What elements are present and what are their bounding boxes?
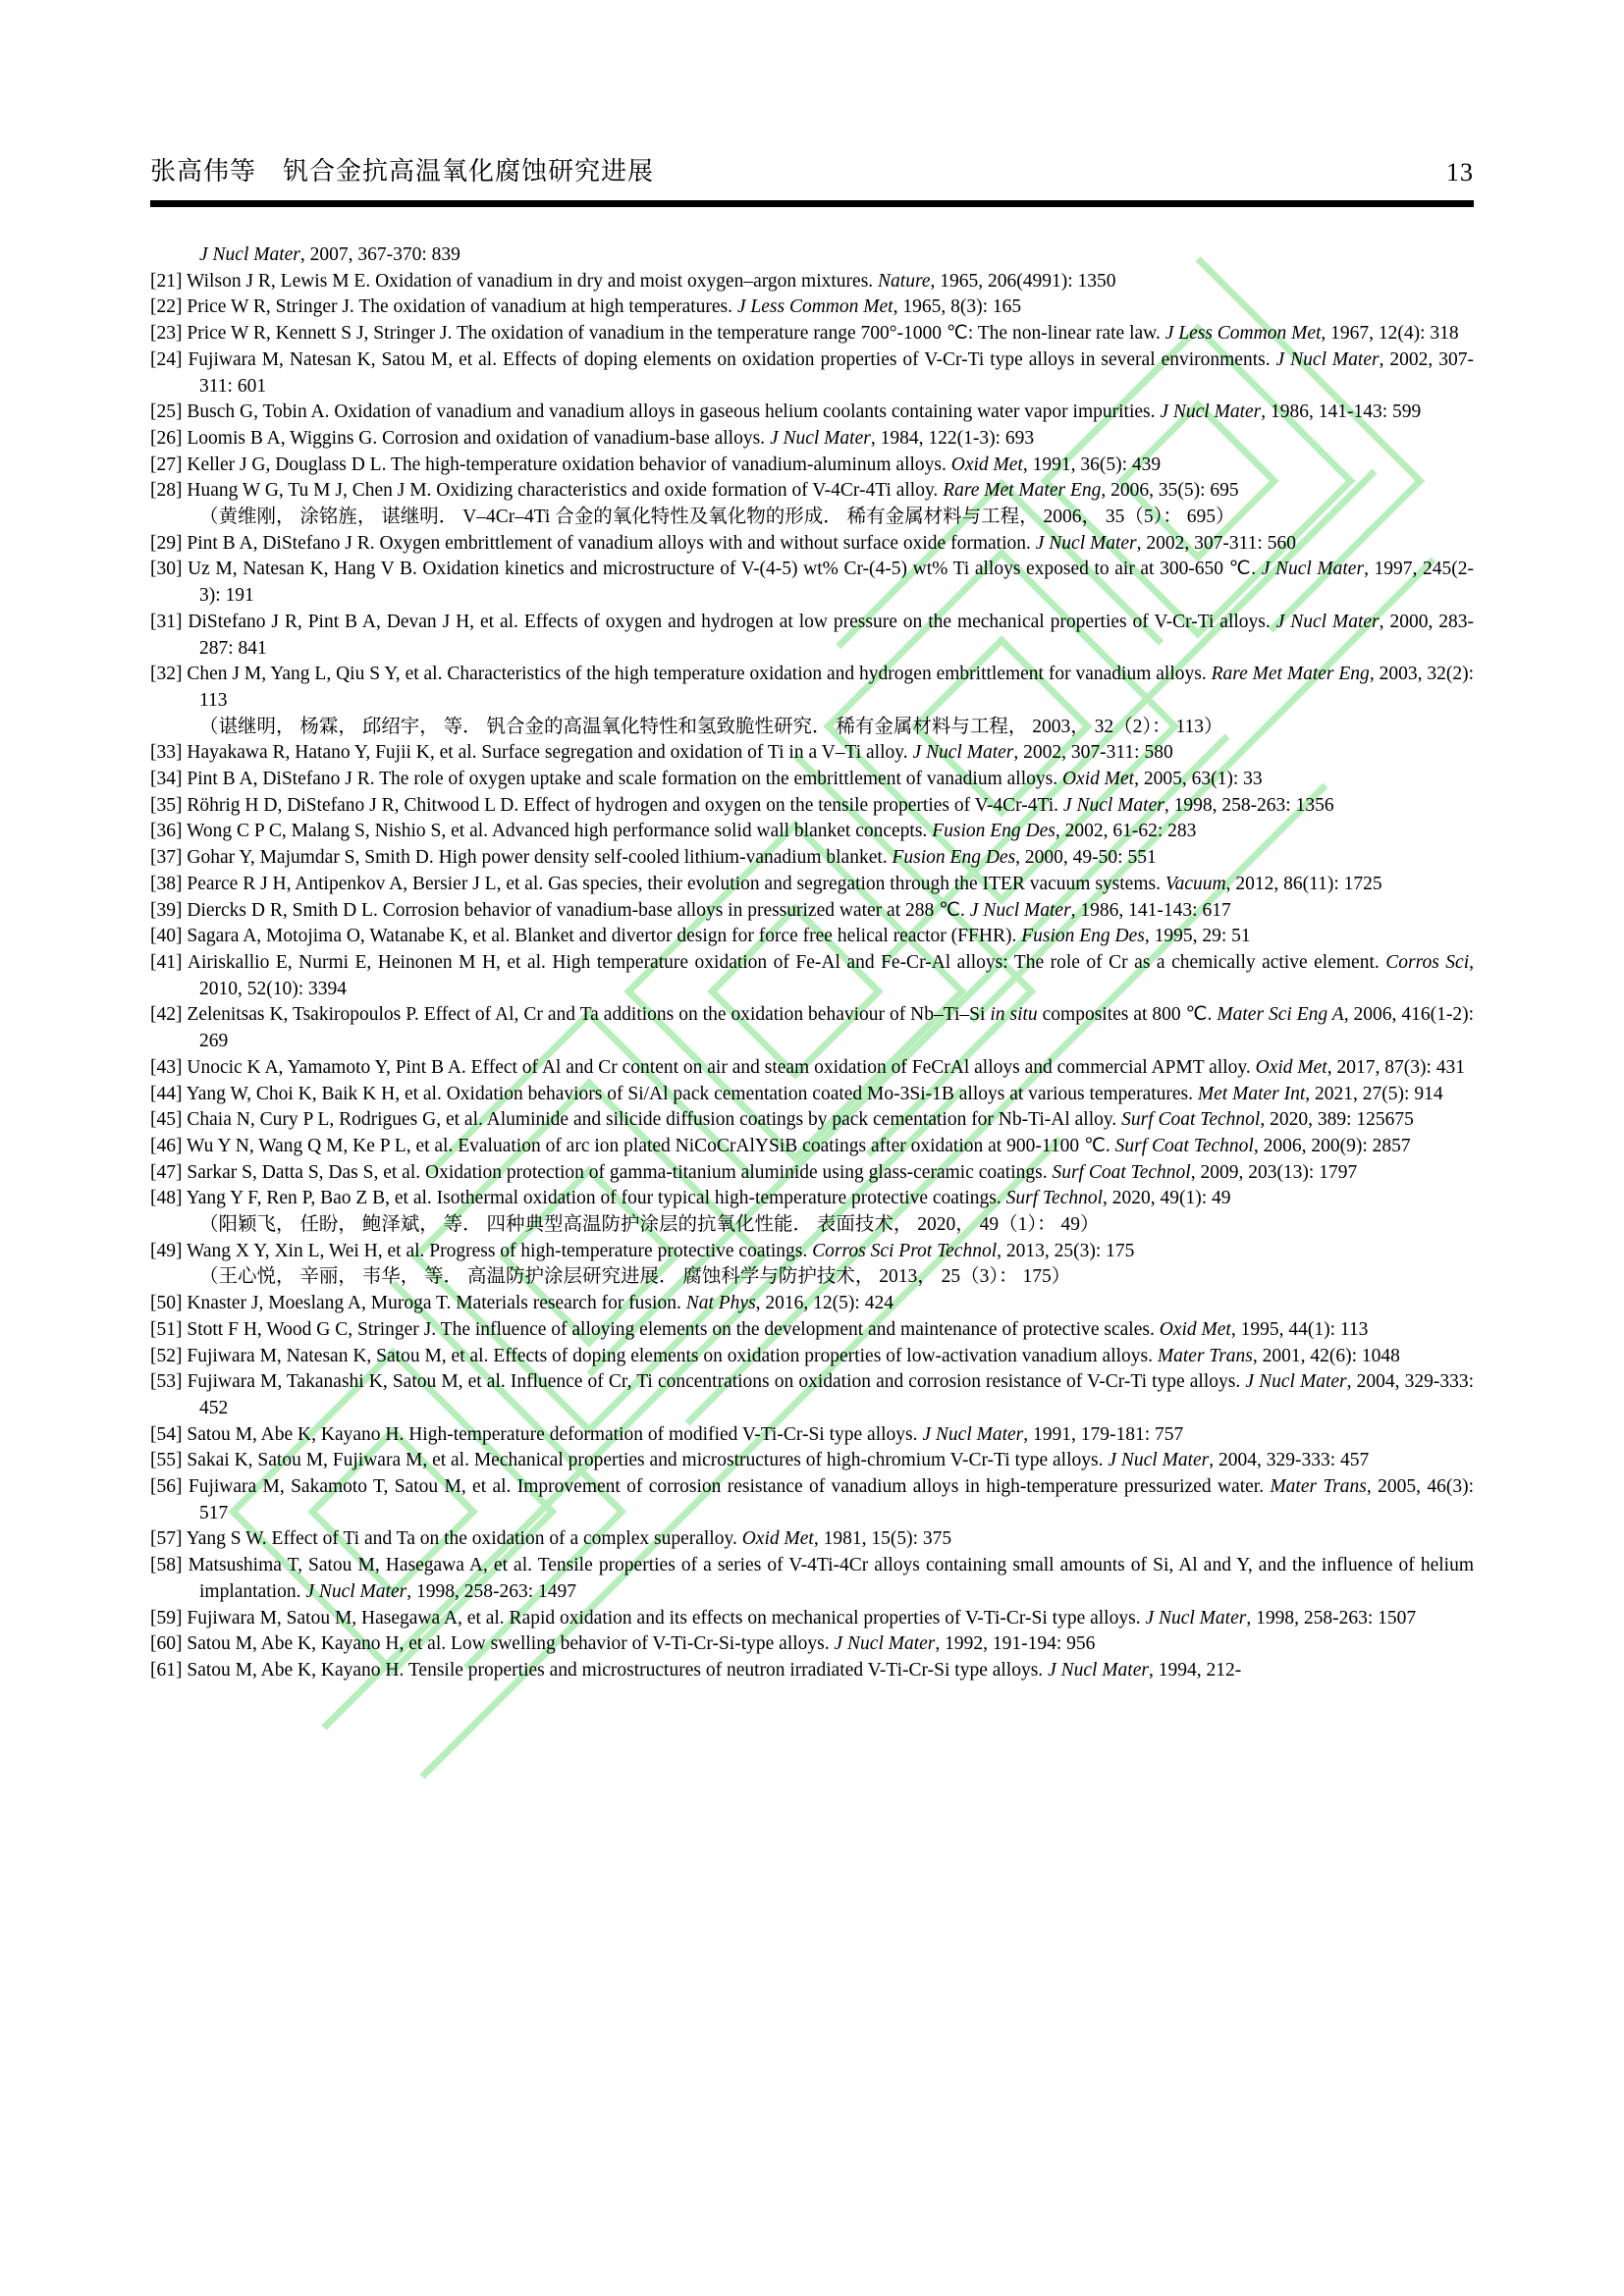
reference-item <box>150 1134 1474 1160</box>
reference-item <box>150 242 1474 269</box>
reference-item <box>150 426 1474 453</box>
reference-item <box>150 1422 1474 1449</box>
reference-text: [28] Huang W G, Tu M J, Chen J M. Oxidizing characteristics and oxide formation of V-4Cr-4Ti alloy. Rare Met Mater Eng, 2006, 35(5): 695 <box>150 480 1239 502</box>
reference-number: [58] <box>150 1555 189 1576</box>
reference-item <box>150 872 1474 898</box>
reference-text: [36] Wong C P C, Malang S, Nishio S, et al. Advanced high performance solid wall blanket concepts. Fusion Eng Des, 2002, 61-62: 283 <box>150 821 1197 842</box>
reference-text: J Nucl Mater, 2007, 367-370: 839 <box>199 244 460 265</box>
reference-text: [52] Fujiwara M, Natesan K, Satou M, et al. Effects of doping elements on oxidation properties of low-activation vanadium alloys. Mater Trans, 2001, 42(6): 1048 <box>150 1345 1400 1366</box>
reference-text: [38] Pearce R J H, Antipenkov A, Bersier J L, et al. Gas species, their evolution and segregation through the ITER vacuum systems. Vacuum, 2012, 86(11): 1725 <box>150 873 1382 894</box>
reference-item <box>150 1291 1474 1317</box>
reference-text: [37] Gohar Y, Majumdar S, Smith D. High power density self-cooled lithium-vanadium blanket. Fusion Eng Des, 2000, 49-50: 551 <box>150 847 1157 869</box>
reference-item <box>150 950 1474 1002</box>
reference-number: [56] <box>150 1476 189 1498</box>
reference-item <box>150 767 1474 793</box>
reference-item <box>150 1448 1474 1474</box>
reference-item <box>150 1658 1474 1684</box>
reference-number: [36] <box>150 821 188 842</box>
reference-item <box>150 610 1474 662</box>
page-header <box>150 151 1474 187</box>
reference-item <box>150 1553 1474 1605</box>
reference-item <box>150 1474 1474 1526</box>
reference-item <box>150 269 1474 295</box>
reference-item <box>150 1239 1474 1291</box>
reference-number: [33] <box>150 742 188 764</box>
reference-number: [25] <box>150 401 188 423</box>
reference-number: [52] <box>150 1345 188 1366</box>
reference-number: [21] <box>150 270 188 292</box>
reference-number: [24] <box>150 348 189 370</box>
reference-item <box>150 740 1474 767</box>
reference-item <box>150 1317 1474 1344</box>
reference-text: [26] Loomis B A, Wiggins G. Corrosion and oxidation of vanadium-base alloys. J Nucl Mater, 1984, 122(1-3): 693 <box>150 427 1035 449</box>
reference-item <box>150 478 1474 530</box>
reference-number: [57] <box>150 1528 187 1550</box>
reference-text: [35] Röhrig H D, DiStefano J R, Chitwood L D. Effect of hydrogen and oxygen on the tensile properties of V-4Cr-4Ti. J Nucl Mater, 1998, 258-263: 1356 <box>150 794 1334 816</box>
reference-number: [32] <box>150 664 188 685</box>
reference-number: [34] <box>150 769 188 790</box>
reference-item <box>150 1055 1474 1082</box>
reference-number: [27] <box>150 454 188 475</box>
reference-number: [51] <box>150 1318 188 1340</box>
reference-list <box>150 242 1474 1684</box>
page-number: 13 <box>1446 158 1474 187</box>
reference-number: [26] <box>150 427 188 449</box>
reference-number: [54] <box>150 1423 188 1445</box>
reference-number: [39] <box>150 899 188 921</box>
header-rule <box>150 200 1474 207</box>
reference-text: [61] Satou M, Abe K, Kayano H. Tensile properties and microstructures of neutron irradiated V-Ti-Cr-Si type alloys. J Nucl Mater, 1994, 212- <box>150 1659 1242 1681</box>
reference-text: [45] Chaia N, Cury P L, Rodrigues G, et al. Aluminide and silicide diffusion coatings by pack cementation for Nb-Ti-Al alloy. Surf Coat Technol, 2020, 389: 125675 <box>150 1109 1414 1131</box>
reference-item <box>150 1160 1474 1187</box>
reference-item <box>150 793 1474 820</box>
reference-item <box>150 1107 1474 1134</box>
reference-number: [28] <box>150 480 188 502</box>
reference-text: [42] Zelenitsas K, Tsakiropoulos P. Effect of Al, Cr and Ta additions on the oxidation behaviour of Nb–Ti–Si in situ composites at 800 ℃. Mater Sci Eng A, 2006, 416(1-2): 269 <box>150 1004 1474 1052</box>
reference-item <box>150 1606 1474 1632</box>
reference-text: [51] Stott F H, Wood G C, Stringer J. The influence of alloying elements on the development and maintenance of protective scales. Oxid Met, 1995, 44(1): 113 <box>150 1318 1369 1340</box>
reference-number: [43] <box>150 1056 188 1078</box>
reference-number: [55] <box>150 1450 188 1471</box>
reference-item <box>150 1369 1474 1421</box>
reference-item <box>150 557 1474 609</box>
reference-text: [40] Sagara A, Motojima O, Watanabe K, et al. Blanket and divertor design for force free helical reactor (FFHR). Fusion Eng Des, 1995, 29: 51 <box>150 926 1251 947</box>
reference-text: [30] Uz M, Natesan K, Hang V B. Oxidation kinetics and microstructure of V-(4-5) wt% Cr-(4-5) wt% Ti alloys exposed to air at 300-650 ℃. J Nucl Mater, 1997, 245(2-3): 191 <box>150 559 1474 607</box>
reference-text: [34] Pint B A, DiStefano J R. The role of oxygen uptake and scale formation on the embrittlement of vanadium alloys. Oxid Met, 2005, 63(1): 33 <box>150 769 1263 790</box>
running-title: 张高伟等 钒合金抗高温氧化腐蚀研究进展 <box>150 157 655 186</box>
reference-number: [49] <box>150 1240 188 1261</box>
reference-number: [37] <box>150 847 188 869</box>
reference-number: [50] <box>150 1293 188 1314</box>
reference-text: [55] Sakai K, Satou M, Fujiwara M, et al. Mechanical properties and microstructures of high-chromium V-Cr-Ti type alloys. J Nucl Mater, 2004, 329-333: 457 <box>150 1450 1370 1471</box>
reference-item <box>150 845 1474 872</box>
reference-text: [58] Matsushima T, Satou M, Hasegawa A, et al. Tensile properties of a series of V-4Ti-4Cr alloys containing small amounts of Si, Al and Y, and the influence of helium implantation. J Nucl Mater, 1998, 258-263: 1497 <box>150 1555 1474 1602</box>
reference-text: [41] Airiskallio E, Nurmi E, Heinonen M H, et al. High temperature oxidation of Fe-Al and Fe-Cr-Al alloys: The role of Cr as a chemically active element. Corros Sci, 2010, 52(10): 3394 <box>150 951 1474 999</box>
reference-text: [27] Keller J G, Douglass D L. The high-temperature oxidation behavior of vanadium-aluminum alloys. Oxid Met, 1991, 36(5): 439 <box>150 454 1162 475</box>
reference-number: [35] <box>150 794 188 816</box>
reference-item <box>150 1082 1474 1108</box>
reference-text: [59] Fujiwara M, Satou M, Hasegawa A, et al. Rapid oxidation and its effects on mechanical properties of V-Ti-Cr-Si type alloys. J Nucl Mater, 1998, 258-263: 1507 <box>150 1607 1417 1629</box>
reference-number: [40] <box>150 926 188 947</box>
reference-number: [46] <box>150 1135 188 1156</box>
reference-text: [48] Yang Y F, Ren P, Bao Z B, et al. Isothermal oxidation of four typical high-temperature protective coatings. Surf Technol, 2020, 49(1): 49 <box>150 1188 1231 1209</box>
reference-item <box>150 347 1474 400</box>
reference-chinese-translation: （谌继明， 杨霖， 邱绍宇， 等． 钒合金的高温氧化特性和氢致脆性研究． 稀有金属材料与工程， 2003， 32（2）： 113） <box>199 716 1223 737</box>
reference-item <box>150 1186 1474 1238</box>
reference-text: [47] Sarkar S, Datta S, Das S, et al. Oxidation protection of gamma-titanium aluminide using glass-ceramic coatings. Surf Coat Technol, 2009, 203(13): 1797 <box>150 1161 1358 1183</box>
reference-text: [24] Fujiwara M, Natesan K, Satou M, et al. Effects of doping elements on oxidation properties of V-Cr-Ti type alloys in several environments. J Nucl Mater, 2002, 307-311: 601 <box>150 348 1474 397</box>
reference-text: [54] Satou M, Abe K, Kayano H. High-temperature deformation of modified V-Ti-Cr-Si type alloys. J Nucl Mater, 1991, 179-181: 757 <box>150 1423 1184 1445</box>
reference-number: [38] <box>150 873 188 894</box>
reference-number: [31] <box>150 611 189 632</box>
reference-item <box>150 662 1474 740</box>
reference-text: [29] Pint B A, DiStefano J R. Oxygen embrittlement of vanadium alloys with and without surface oxide formation. J Nucl Mater, 2002, 307-311: 560 <box>150 532 1296 554</box>
reference-chinese-translation: （阳颖飞， 任盼， 鲍泽斌， 等． 四种典型高温防护涂层的抗氧化性能． 表面技术， 2020， 49（1）： 49） <box>199 1214 1100 1236</box>
reference-text: [50] Knaster J, Moeslang A, Muroga T. Materials research for fusion. Nat Phys, 2016, 12(5): 424 <box>150 1293 893 1314</box>
reference-text: [31] DiStefano J R, Pint B A, Devan J H, et al. Effects of oxygen and hydrogen at low pressure on the mechanical properties of V-Cr-Ti alloys. J Nucl Mater, 2000, 283-287: 841 <box>150 611 1474 659</box>
reference-number: [41] <box>150 951 188 973</box>
reference-text: [21] Wilson J R, Lewis M E. Oxidation of vanadium in dry and moist oxygen–argon mixtures. Nature, 1965, 206(4991): 1350 <box>150 270 1116 292</box>
reference-text: [57] Yang S W. Effect of Ti and Ta on the oxidation of a complex superalloy. Oxid Met, 1981, 15(5): 375 <box>150 1528 952 1550</box>
reference-number: [30] <box>150 559 189 580</box>
reference-item <box>150 400 1474 426</box>
reference-text: [25] Busch G, Tobin A. Oxidation of vanadium and vanadium alloys in gaseous helium coolants containing water vapor impurities. J Nucl Mater, 1986, 141-143: 599 <box>150 401 1422 423</box>
reference-text: [22] Price W R, Stringer J. The oxidation of vanadium at high temperatures. J Less Common Met, 1965, 8(3): 165 <box>150 296 1022 318</box>
reference-item <box>150 1526 1474 1553</box>
reference-item <box>150 924 1474 950</box>
reference-number: [22] <box>150 296 188 318</box>
reference-number: [23] <box>150 323 188 345</box>
reference-number: [42] <box>150 1004 188 1026</box>
reference-text: [32] Chen J M, Yang L, Qiu S Y, et al. Characteristics of the high temperature oxidation and hydrogen embrittlement for vanadium alloys. Rare Met Mater Eng, 2003, 32(2): 113 <box>150 664 1474 711</box>
reference-number: [61] <box>150 1659 188 1681</box>
reference-chinese-translation: （黄维刚， 涂铭旌， 谌继明． V–4Cr–4Ti 合金的氧化特性及氧化物的形成． 稀有金属材料与工程， 2006， 35（5）： 695） <box>199 507 1235 528</box>
reference-number: [53] <box>150 1371 188 1393</box>
reference-item <box>150 453 1474 479</box>
reference-text: [56] Fujiwara M, Sakamoto T, Satou M, et al. Improvement of corrosion resistance of vanadium alloys in high-temperature pressurized water. Mater Trans, 2005, 46(3): 517 <box>150 1476 1474 1523</box>
reference-text: [39] Diercks D R, Smith D L. Corrosion behavior of vanadium-base alloys in pressurized water at 288 ℃. J Nucl Mater, 1986, 141-143: 617 <box>150 899 1231 921</box>
reference-item <box>150 1344 1474 1370</box>
reference-text: [23] Price W R, Kennett S J, Stringer J. The oxidation of vanadium in the temperature range 700°-1000 ℃: The non-linear rate law. J Less Common Met, 1967, 12(4): 318 <box>150 323 1459 345</box>
reference-number: [29] <box>150 532 188 554</box>
reference-number: [48] <box>150 1188 187 1209</box>
reference-text: [44] Yang W, Choi K, Baik K H, et al. Oxidation behaviors of Si/Al pack cementation coated Mo-3Si-1B alloys at various temperatures. Met Mater Int, 2021, 27(5): 914 <box>150 1083 1443 1104</box>
reference-item <box>150 321 1474 347</box>
reference-number: [59] <box>150 1607 188 1629</box>
reference-number: [47] <box>150 1161 188 1183</box>
reference-item <box>150 1631 1474 1658</box>
reference-text: [46] Wu Y N, Wang Q M, Ke P L, et al. Evaluation of arc ion plated NiCoCrAlYSiB coatings after oxidation at 900-1100 ℃. Surf Coat Technol, 2006, 200(9): 2857 <box>150 1135 1411 1156</box>
reference-item <box>150 1002 1474 1054</box>
reference-text: [43] Unocic K A, Yamamoto Y, Pint B A. Effect of Al and Cr content on air and steam oxidation of FeCrAl alloys and commercial APMT alloy. Oxid Met, 2017, 87(3): 431 <box>150 1056 1466 1078</box>
reference-item <box>150 819 1474 845</box>
reference-item <box>150 531 1474 558</box>
reference-number: [60] <box>150 1633 188 1655</box>
reference-text: [49] Wang X Y, Xin L, Wei H, et al. Progress of high-temperature protective coatings. Corros Sci Prot Technol, 2013, 25(3): 175 <box>150 1240 1135 1261</box>
reference-text: [60] Satou M, Abe K, Kayano H, et al. Low swelling behavior of V-Ti-Cr-Si-type alloys. J Nucl Mater, 1992, 191-194: 956 <box>150 1633 1096 1655</box>
reference-chinese-translation: （王心悦， 辛丽， 韦华， 等． 高温防护涂层研究进展． 腐蚀科学与防护技术， 2013， 25（3）： 175） <box>199 1266 1071 1288</box>
reference-text: [53] Fujiwara M, Takanashi K, Satou M, et al. Influence of Cr, Ti concentrations on oxidation and corrosion resistance of V-Cr-Ti type alloys. J Nucl Mater, 2004, 329-333: 452 <box>150 1371 1474 1418</box>
reference-item <box>150 294 1474 321</box>
reference-text: [33] Hayakawa R, Hatano Y, Fujii K, et al. Surface segregation and oxidation of Ti in a V–Ti alloy. J Nucl Mater, 2002, 307-311: 580 <box>150 742 1173 764</box>
reference-number: [45] <box>150 1109 188 1131</box>
reference-number: [44] <box>150 1083 187 1104</box>
reference-item <box>150 898 1474 925</box>
